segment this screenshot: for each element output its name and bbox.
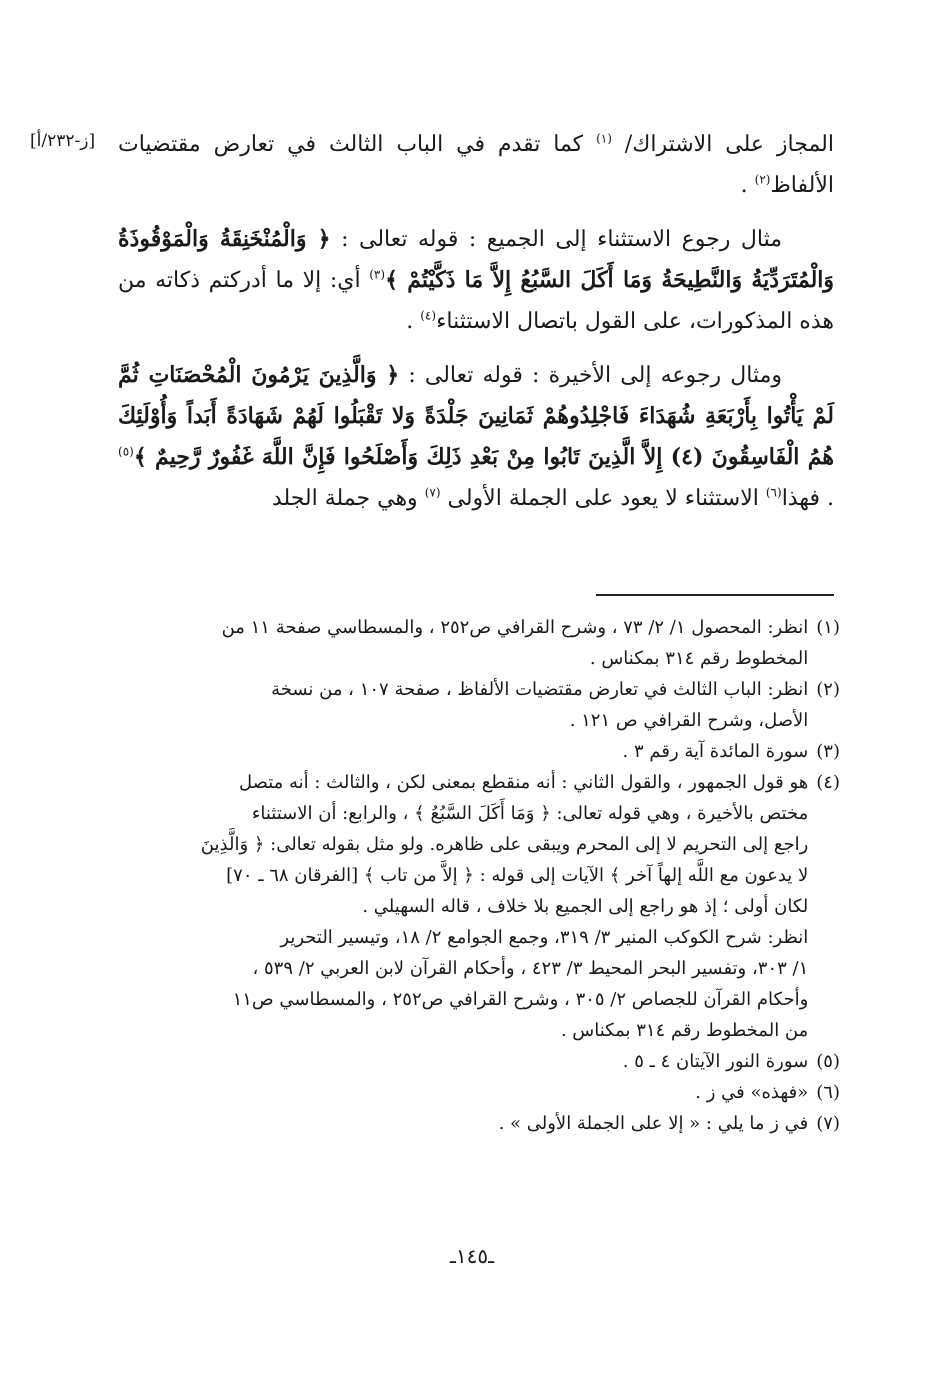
page-number: ـ١٤٥ـ <box>450 1244 494 1268</box>
footnote-number: (١) <box>816 617 840 638</box>
footnote-line: مختص بالأخيرة ، وهي قوله تعالى: ﴿ وَمَا أَكَلَ السَّبُعُ ﴾ ، والرابع: أن الاستثناء <box>251 803 809 824</box>
footnote-1 <box>128 612 840 674</box>
footnote-text <box>128 767 808 1046</box>
footnote-line: انظر: شرح الكوكب المنير ٣/ ٣١٩، وجمع الجوامع ٢/ ١٨، وتيسير التحرير <box>280 927 809 948</box>
paragraph-3-intro: ومثال رجوعه إلى الأخيرة : قوله تعالى : <box>399 363 782 388</box>
footnote-7 <box>128 1108 840 1139</box>
quran-verse-maidah: ﴿ وَالْمُنْخَنِقَةُ وَالْمَوْقُوذَةُ وَالْمُتَرَدِّيَةُ وَالنَّطِيحَةُ وَمَا أَكَلَ السَّبُعُ إِلاَّ مَا ذَكَّيْتُمْ ﴾ <box>118 226 835 293</box>
paragraph-3-rest-2: الاستثناء لا يعود على الجملة الأولى <box>440 486 766 511</box>
paragraph-3-rest-3: وهي جملة الجلد <box>271 486 425 511</box>
paragraph-3 <box>118 355 834 519</box>
footnote-text <box>128 612 808 674</box>
paragraph-1-text: المجاز على الاشتراك/ <box>611 132 834 157</box>
footnote-ref-2: (٢) <box>754 172 771 187</box>
paragraph-2-end: . <box>406 309 421 334</box>
footnote-ref-6: (٦) <box>765 485 782 500</box>
footnote-line: هو قول الجمهور ، والقول الثاني : أنه منقطع بمعنى لكن ، والثالث : أنه متصل <box>238 772 809 793</box>
footnote-text <box>128 1046 808 1077</box>
footnote-line: وأحكام القرآن للجصاص ٢/ ٣٠٥ ، وشرح القرافي ص٢٥٢ ، والمسطاسي ص١١ <box>232 989 809 1010</box>
footnote-line: المخطوط رقم ٣١٤ بمكناس . <box>589 648 809 669</box>
footnotes <box>128 612 840 1139</box>
manuscript-folio-reference: [ز-٢٣٢/أ] <box>30 131 96 151</box>
footnote-ref-7: (٧) <box>424 485 441 500</box>
paragraph-2-rest: أي: إلا ما أدركتم ذكاته من هذه المذكورات، على القول باتصال الاستثناء <box>118 268 834 334</box>
footnote-line: انظر: المحصول ١/ ٢/ ٧٣ ، وشرح القرافي ص٢٥٢ ، والمسطاسي صفحة ١١ من <box>221 617 809 638</box>
footnote-ref-3: (٣) <box>369 267 386 282</box>
footnote-5 <box>128 1046 840 1077</box>
footnote-line: انظر: الباب الثالث في تعارض مقتضيات الألفاظ ، صفحة ١٠٧ ، من نسخة <box>271 679 809 700</box>
footnote-number: (٣) <box>816 741 840 762</box>
footnote-number: (٤) <box>816 772 840 793</box>
footnote-line: ١/ ٣٠٣، وتفسير البحر المحيط ٣/ ٤٢٣ ، وأحكام القرآن لابن العربي ٢/ ٥٣٩ ، <box>252 958 809 979</box>
footnote-ref-1: (١) <box>596 131 612 146</box>
paragraph-3-rest: . فهذا <box>781 486 834 511</box>
footnote-number: (٧) <box>816 1113 840 1134</box>
footnote-text <box>128 1077 808 1108</box>
footnote-ref-5: (٥) <box>118 444 134 459</box>
quran-verse-nur: ﴿ وَالَّذِينَ يَرْمُونَ الْمُحْصَنَاتِ ثُمَّ لَمْ يَأْتُوا بِأَرْبَعَةِ شُهَدَاءَ فَاجْلِدُوهُمْ ثَمَانِينَ جَلْدَةً وَلا تَقْبَلُوا لَهُمْ شَهَادَةً أَبَداً وَأُوْلَئِكَ هُمُ الْفَاسِقُونَ (٤) إِلاَّ الَّذِينَ تَابُوا مِنْ بَعْدِ ذَلِكَ وَأَصْلَحُوا فَإِنَّ اللَّهَ غَفُورٌ رَّحِيمٌ ﴾ <box>118 362 834 470</box>
footnote-text <box>128 674 808 736</box>
footnote-4 <box>128 767 840 1046</box>
footnote-text <box>128 736 808 767</box>
footnote-line: سورة المائدة آية رقم ٣ . <box>622 741 809 762</box>
paragraph-2 <box>118 219 834 342</box>
footnote-text <box>128 1108 808 1139</box>
footnote-line: من المخطوط رقم ٣١٤ بمكناس . <box>560 1020 809 1041</box>
paragraph-1-text-2: كما تقدم في الباب الثالث في تعارض مقتضيات الألفاظ <box>118 132 834 198</box>
footnote-line: سورة النور الآيتان ٤ ـ ٥ . <box>622 1051 809 1072</box>
footnote-number: (٦) <box>816 1082 840 1103</box>
footnote-line: لكان أولى ؛ إذ هو راجع إلى الجميع بلا خلاف ، قاله السهيلي . <box>362 896 809 917</box>
footnote-line: في ز ما يلي : « إلا على الجملة الأولى » . <box>498 1113 809 1134</box>
footnote-2 <box>128 674 840 736</box>
paragraph-1 <box>118 124 834 206</box>
footnote-6 <box>128 1077 840 1108</box>
footnote-ref-4: (٤) <box>420 308 437 323</box>
paragraph-1-end: . <box>740 173 755 198</box>
footnote-number: (٥) <box>816 1051 840 1072</box>
footnote-line: «فهذه» في ز . <box>695 1082 809 1103</box>
footnote-number: (٢) <box>816 679 840 700</box>
paragraph-2-intro: مثال رجوع الاستثناء إلى الجميع : قوله تعالى : <box>330 227 782 252</box>
footnote-separator <box>596 594 834 596</box>
footnote-line: الأصل، وشرح القرافي ص ١٢١ . <box>569 710 809 731</box>
footnote-line: لا يدعون مع اللَّه إلهاً آخر ﴾ الآيات إلى قوله : ﴿ إلاَّ من تاب ﴾ [الفرقان ٦٨ ـ ٧٠] <box>226 865 809 886</box>
footnote-3 <box>128 736 840 767</box>
main-text <box>118 124 834 532</box>
footnote-line: راجع إلى التحريم لا إلى المحرم ويبقى على ظاهره. ولو مثل بقوله تعالى: ﴿ وَالَّذِينَ <box>200 834 809 855</box>
